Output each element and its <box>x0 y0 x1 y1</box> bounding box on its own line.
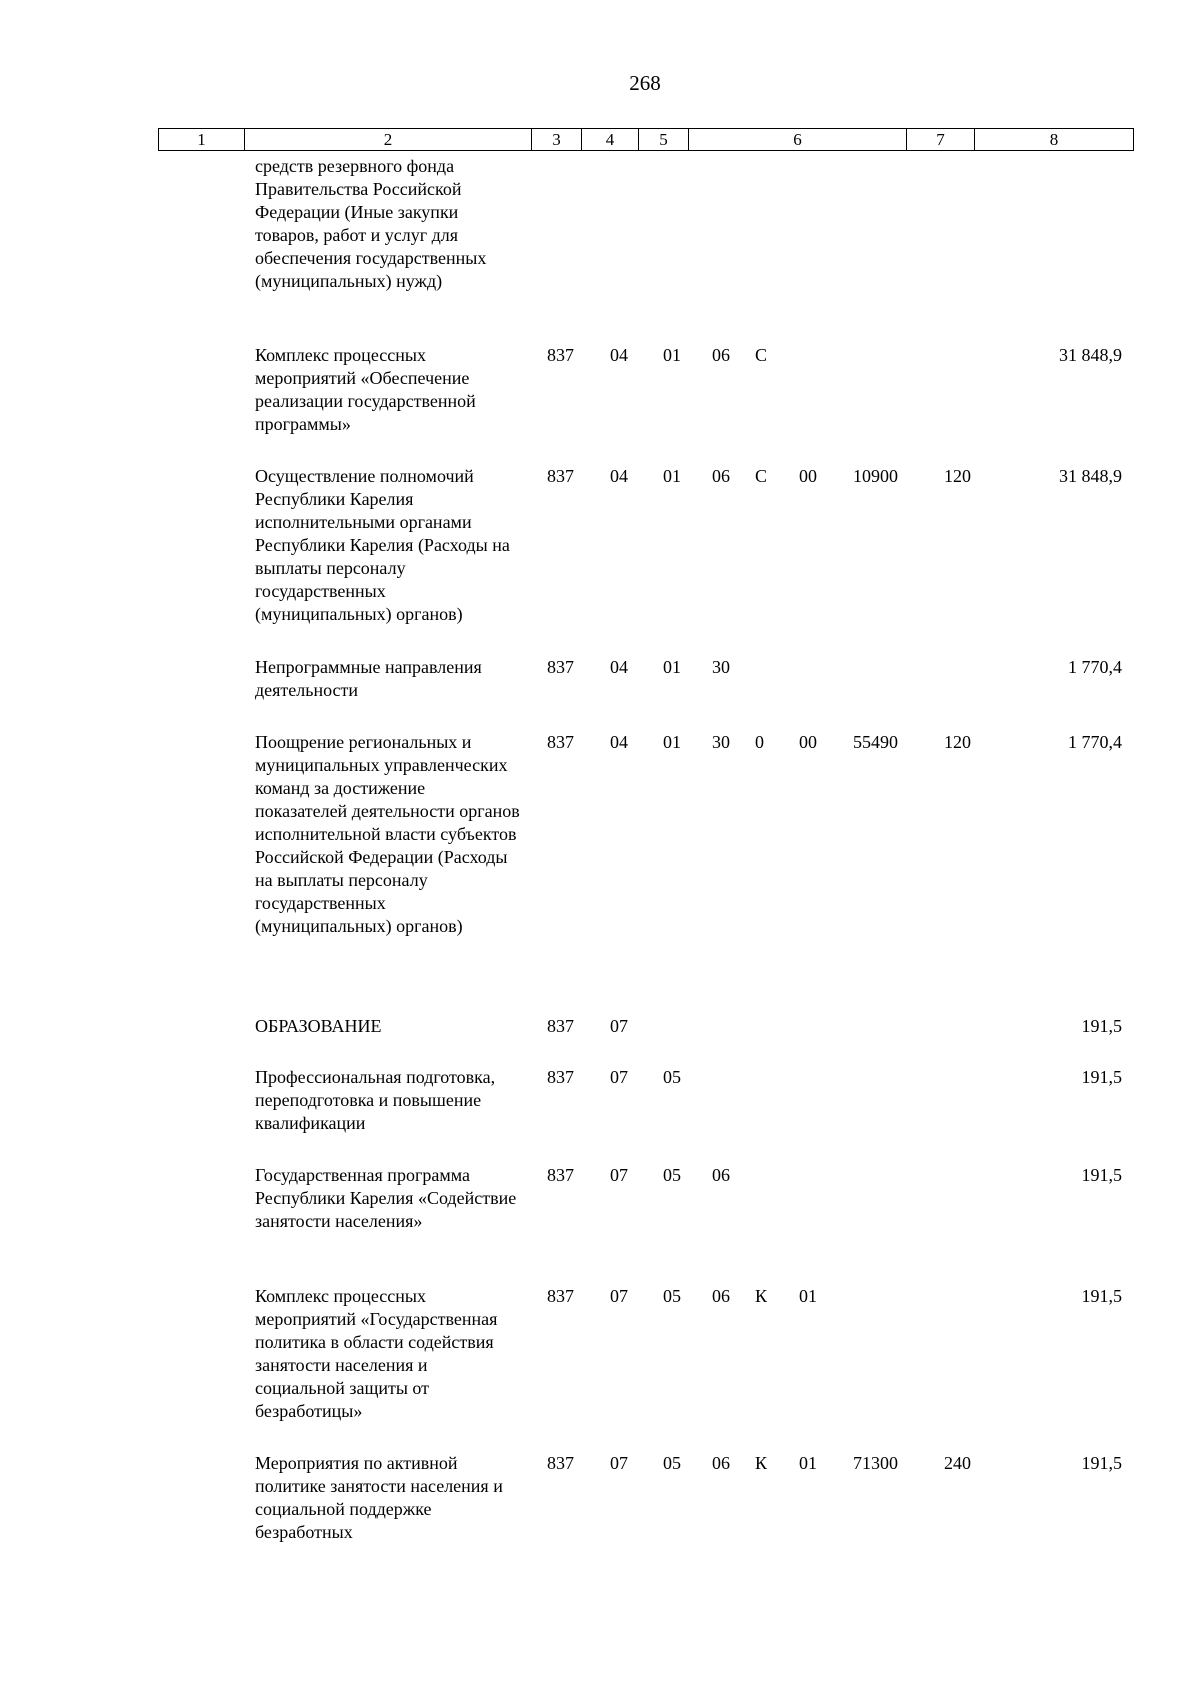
row-event-code: 00 <box>799 732 817 752</box>
row-direction-code: 55490 <box>853 732 898 752</box>
row-section-code: 07 <box>610 1067 628 1087</box>
row-amount: 31 848,9 <box>1059 466 1122 486</box>
row-subsection-code: 01 <box>663 732 681 752</box>
header-col-1: 1 <box>159 129 245 151</box>
row-amount: 1 770,4 <box>1068 732 1122 752</box>
row-subprogram-code: 0 <box>755 732 764 752</box>
header-col-8: 8 <box>975 129 1134 151</box>
row-section-code: 07 <box>610 1016 628 1036</box>
row-program-code: 06 <box>712 345 730 365</box>
row-subsection-code: 05 <box>663 1165 681 1185</box>
row-ved-code: 837 <box>547 1016 574 1036</box>
row-section-code: 04 <box>610 732 628 752</box>
row-amount: 191,5 <box>1081 1286 1122 1306</box>
row-amount: 191,5 <box>1081 1067 1122 1087</box>
page-number: 268 <box>629 71 661 95</box>
row-subprogram-code: С <box>755 345 768 365</box>
row-description: Государственная программа Республики Карелия «Содействие занятости населения» <box>255 1165 517 1231</box>
row-ved-code: 837 <box>547 1286 574 1306</box>
row-ved-code: 837 <box>547 732 574 752</box>
row-direction-code: 71300 <box>853 1453 898 1473</box>
row-program-code: 30 <box>712 657 730 677</box>
row-ved-code: 837 <box>547 345 574 365</box>
row-program-code: 06 <box>712 466 730 486</box>
row-expense-type: 120 <box>944 466 971 486</box>
header-col-6: 6 <box>689 129 907 151</box>
header-col-5: 5 <box>639 129 689 151</box>
row-expense-type: 120 <box>944 732 971 752</box>
row-event-code: 01 <box>799 1453 817 1473</box>
row-amount: 1 770,4 <box>1068 657 1122 677</box>
row-section-code: 04 <box>610 657 628 677</box>
row-ved-code: 837 <box>547 1453 574 1473</box>
row-ved-code: 837 <box>547 466 574 486</box>
row-subsection-code: 05 <box>663 1067 681 1087</box>
row-expense-type: 240 <box>944 1453 971 1473</box>
row-description: Мероприятия по активной политике занятости населения и социальной поддержке безработных <box>255 1453 503 1542</box>
row-description: Непрограммные направления деятельности <box>255 657 482 700</box>
row-amount: 31 848,9 <box>1059 345 1122 365</box>
header-col-2: 2 <box>245 129 532 151</box>
row-direction-code: 10900 <box>853 466 898 486</box>
row-section-code: 07 <box>610 1453 628 1473</box>
header-col-4: 4 <box>582 129 639 151</box>
row-ved-code: 837 <box>547 1165 574 1185</box>
row-amount: 191,5 <box>1081 1453 1122 1473</box>
row-amount: 191,5 <box>1081 1016 1122 1036</box>
row-amount: 191,5 <box>1081 1165 1122 1185</box>
row-subsection-code: 01 <box>663 466 681 486</box>
header-col-3: 3 <box>532 129 582 151</box>
header-col-7: 7 <box>907 129 975 151</box>
row-subprogram-code: К <box>755 1453 768 1473</box>
row-event-code: 00 <box>799 466 817 486</box>
row-program-code: 06 <box>712 1286 730 1306</box>
row-section-code: 04 <box>610 466 628 486</box>
row-description: Комплекс процессных мероприятий «Обеспечение реализации государственной программы» <box>255 345 476 434</box>
row-subprogram-code: К <box>755 1286 768 1306</box>
row-subsection-code: 05 <box>663 1453 681 1473</box>
row-section-code: 07 <box>610 1165 628 1185</box>
row-subsection-code: 01 <box>663 345 681 365</box>
row-ved-code: 837 <box>547 1067 574 1087</box>
row-description: ОБРАЗОВАНИЕ <box>255 1016 382 1036</box>
row-subsection-code: 01 <box>663 657 681 677</box>
row-subprogram-code: С <box>755 466 768 486</box>
row-description: средств резервного фонда Правительства Российской Федерации (Иные закупки товаров, работ и услуг для обеспечения государственных (муниципальных) нужд) <box>255 156 487 291</box>
row-section-code: 04 <box>610 345 628 365</box>
row-program-code: 06 <box>712 1165 730 1185</box>
row-program-code: 06 <box>712 1453 730 1473</box>
row-program-code: 30 <box>712 732 730 752</box>
row-description: Поощрение региональных и муниципальных управленческих команд за достижение показателей деятельности органов исполнительной власти субъектов Российской Федерации (Расходы на выплаты персоналу государственных (муниципальных) органов) <box>255 732 520 936</box>
row-description: Профессиональная подготовка, переподготовка и повышение квалификации <box>255 1067 496 1133</box>
row-description: Осуществление полномочий Республики Карелия исполнительными органами Республики Карелия (Расходы на выплаты персоналу государственных (муниципальных) органов) <box>255 466 510 624</box>
row-event-code: 01 <box>799 1286 817 1306</box>
row-section-code: 07 <box>610 1286 628 1306</box>
row-ved-code: 837 <box>547 657 574 677</box>
row-description: Комплекс процессных мероприятий «Государственная политика в области содействия занятости населения и социальной защиты от безработицы» <box>255 1286 498 1421</box>
row-subsection-code: 05 <box>663 1286 681 1306</box>
